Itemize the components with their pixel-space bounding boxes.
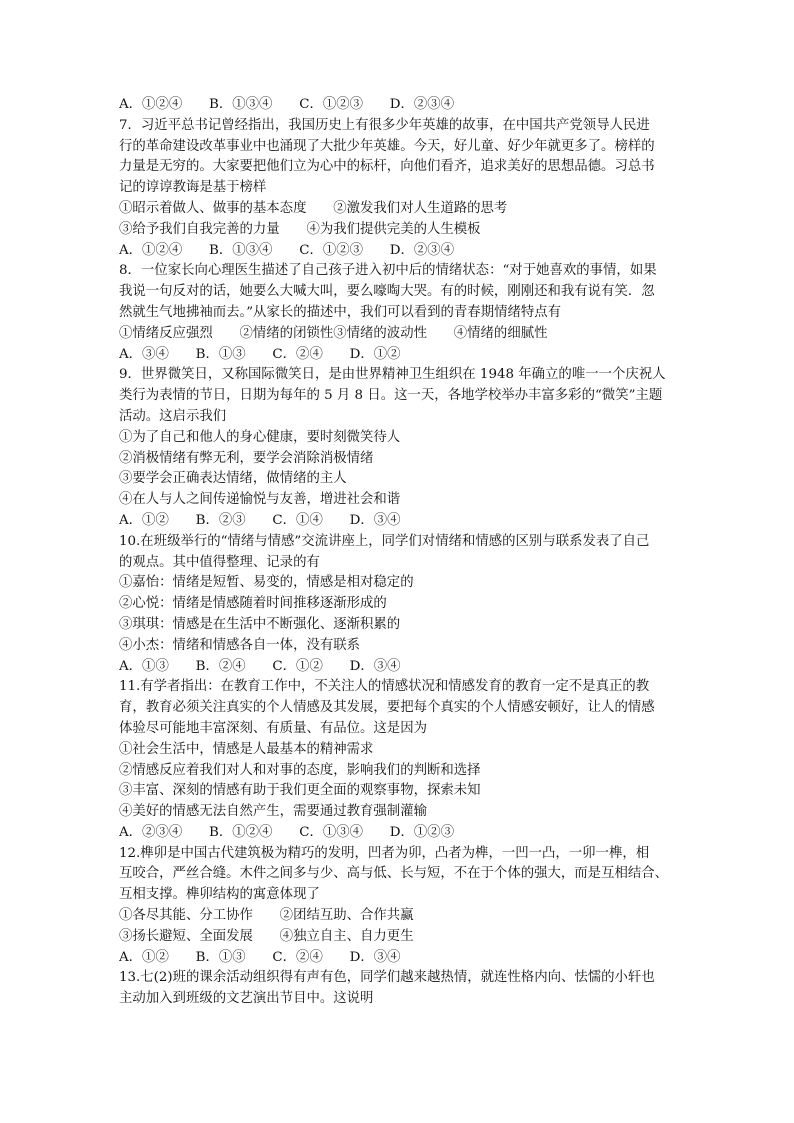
question-11-statement-4: ④美好的情感无法自然产生，需要通过教育强制灌输 — [119, 804, 427, 820]
answer-options-q8: A．③④ B．①③ C．②④ D．①② — [119, 346, 401, 362]
question-8-stem-line-1: 8．一位家长向心理医生描述了自己孩子进入初中后的情绪状态：“对于她喜欢的事情，如果 — [119, 263, 657, 279]
question-9-stem-line-2: 类行为表情的节日，日期为每年的 5 月 8 日。这一天，各地学校举办丰富多彩的“微笑”主题 — [119, 388, 663, 404]
question-11-statement-1: ①社会生活中，情感是人最基本的精神需求 — [119, 741, 374, 757]
question-7-stem-line-2: 行的革命建设改革事业中也涌现了大批少年英雄。今天，好儿童、好少年就更多了。榜样的 — [119, 138, 655, 154]
answer-options-q9: A．①② B．②③ C．①④ D．③④ — [119, 512, 401, 528]
question-text-block — [119, 95, 679, 1010]
question-11-stem-line-2: 育，教育必须关注真实的个人情感及其发展，要把每个真实的个人情感安顿好，让人的情感 — [119, 700, 655, 716]
question-10-statement-2: ②心悦：情绪是情感随着时间推移逐渐形成的 — [119, 596, 387, 612]
question-10-stem-line-1: 10.在班级举行的“情绪与情感”交流讲座上，同学们对情绪和情感的区别与联系发表了自己 — [119, 533, 650, 549]
question-12-stem-line-2: 互咬合，严丝合缝。木件之间多与少、高与低、长与短，不在于个体的强大，而是互相结合、 — [119, 866, 669, 882]
question-9-statement-4: ④在人与人之间传递愉悦与友善，增进社会和谐 — [119, 492, 401, 508]
question-9-stem-line-3: 活动。这启示我们 — [119, 408, 227, 424]
question-7-stem-line-1: 7．习近平总书记曾经指出，我国历史上有很多少年英雄的故事，在中国共产党领导人民进 — [119, 117, 650, 133]
question-9-statement-3: ③要学会正确表达情绪，做情绪的主人 — [119, 471, 347, 487]
question-11-stem-line-1: 11.有学者指出：在教育工作中，不关注人的情感状况和情感发育的教育一定不是真正的教 — [119, 679, 650, 695]
question-11-statement-2: ②情感反应着我们对人和对事的态度，影响我们的判断和选择 — [119, 762, 481, 778]
question-10-statement-3: ③琪琪：情感是在生活中不断强化、逐渐积累的 — [119, 616, 401, 632]
question-12-statements-1: ①各尽其能、分工协作 ②团结互助、合作共赢 — [119, 908, 414, 924]
answer-options-q7: A．①②④ B．①③④ C．①②③ D．②③④ — [119, 242, 455, 258]
question-8-statements: ①情绪反应强烈 ②情绪的闭锁性③情绪的波动性 ④情绪的细腻性 — [119, 325, 548, 341]
answer-options-q11: A．②③④ B．①②④ C．①③④ D．①②③ — [119, 824, 455, 840]
question-13-stem-line-1: 13.七(2)班的课余活动组织得有声有色，同学们越来越热情，就连性格内向、怯懦的小轩也 — [119, 970, 655, 986]
question-8-stem-line-3: 然就生气地拂袖而去。”从家长的描述中，我们可以看到的青春期情绪特点有 — [119, 304, 562, 320]
answer-options-q10: A．①③ B．②④ C．①② D．③④ — [119, 658, 401, 674]
answer-options-q12: A．①② B．①③ C．②④ D．③④ — [119, 949, 401, 965]
question-10-stem-line-2: 的观点。其中值得整理、记录的有 — [119, 554, 320, 570]
question-9-stem-line-1: 9．世界微笑日，又称国际微笑日，是由世界精神卫生组织在 1948 年确立的唯一一个庆祝人 — [119, 367, 666, 383]
question-7-stem-line-3: 力量是无穷的。大家要把他们立为心中的标杆，向他们看齐，追求美好的思想品德。习总书 — [119, 159, 655, 175]
question-10-statement-1: ①嘉怡：情绪是短暂、易变的，情感是相对稳定的 — [119, 575, 414, 591]
question-10-statement-4: ④小杰：情绪和情感各自一体，没有联系 — [119, 637, 361, 653]
question-9-statement-2: ②消极情绪有弊无利，要学会消除消极情绪 — [119, 450, 374, 466]
question-7-stem-line-4: 记的谆谆教诲是基于榜样 — [119, 180, 267, 196]
question-11-stem-line-3: 体验尽可能地丰富深刻、有质量、有品位。这是因为 — [119, 720, 427, 736]
question-13-stem-line-2: 主动加入到班级的文艺演出节目中。这说明 — [119, 991, 374, 1007]
question-8-stem-line-2: 我说一句反对的话，她要么大喊大叫，要么嚎啕大哭。有的时候，刚刚还和我有说有笑．忽 — [119, 284, 655, 300]
question-12-stem-line-3: 互相支撑。榫卯结构的寓意体现了 — [119, 887, 320, 903]
answer-options-q6: A．①②④ B．①③④ C．①②③ D．②③④ — [119, 97, 455, 112]
question-11-statement-3: ③丰富、深刻的情感有助于我们更全面的观察事物，探索未知 — [119, 783, 481, 799]
question-12-statements-2: ③扬长避短、全面发展 ④独立自主、自力更生 — [119, 928, 414, 944]
question-7-statements-1: ①昭示着做人、做事的基本态度 ②激发我们对人生道路的思考 — [119, 200, 508, 216]
question-7-statements-2: ③给予我们自我完善的力量 ④为我们提供完美的人生模板 — [119, 221, 481, 237]
question-9-statement-1: ①为了自己和他人的身心健康，要时刻微笑待人 — [119, 429, 401, 445]
question-12-stem-line-1: 12.榫卯是中国古代建筑极为精巧的发明，凹者为卯，凸者为榫，一凹一凸，一卯一榫，相 — [119, 845, 650, 861]
